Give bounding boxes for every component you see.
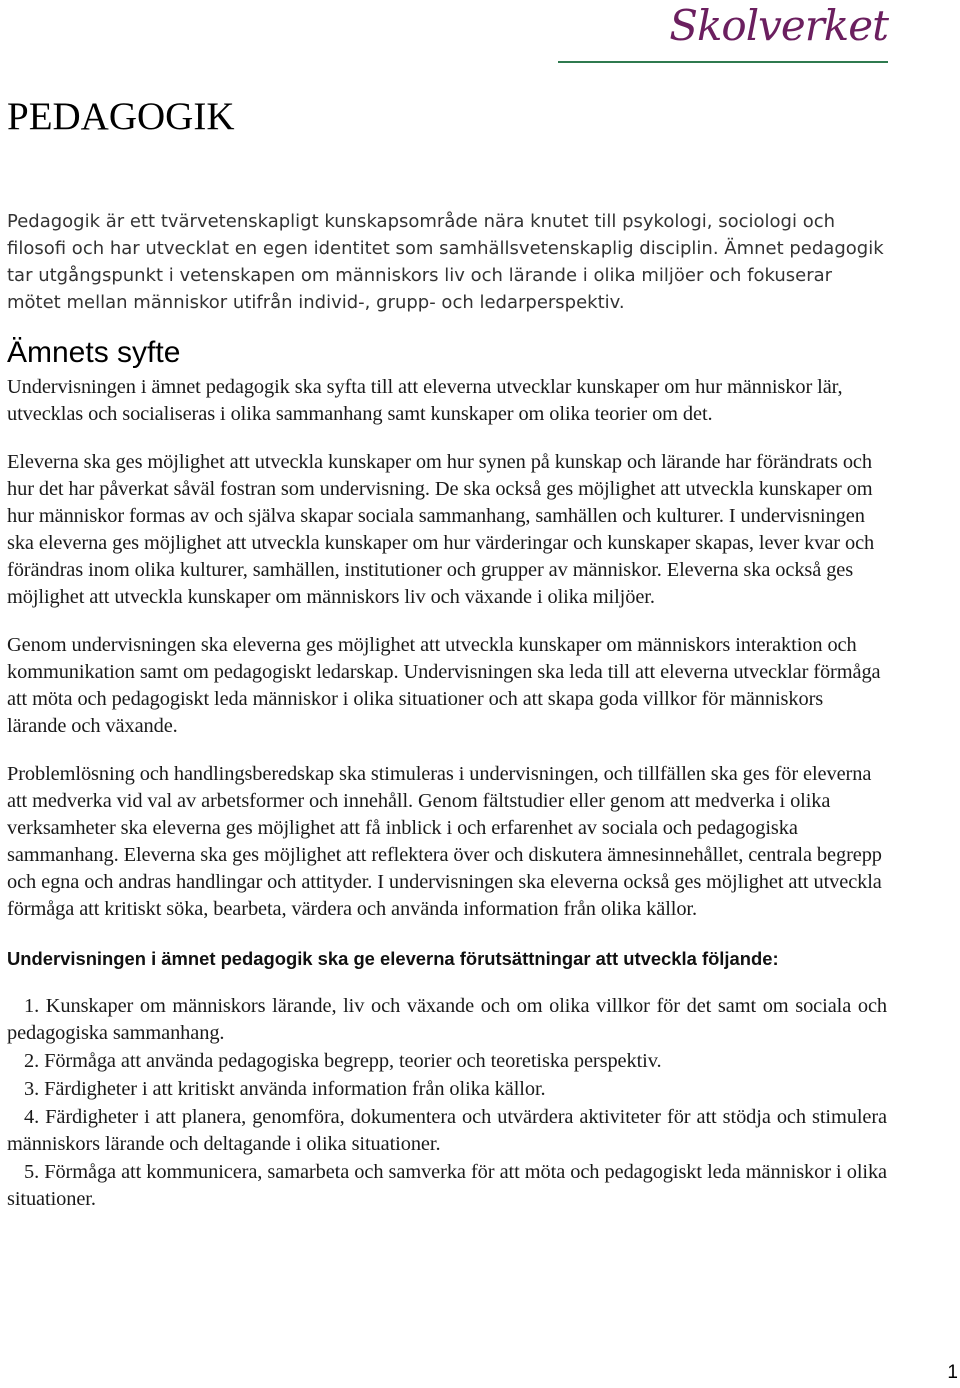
intro-paragraph: Pedagogik är ett tvärvetenskapligt kunskapsområde nära knutet till psykologi, sociologi och filosofi och har utvecklat en egen identitet som samhällsvetenskaplig disciplin. Ämnet pedagogik tar utgångspunkt i vetenskapen om människors liv och lärande i olika miljöer och fokuserar mötet mellan människor utifrån individ-, grupp- och ledarperspektiv. bbox=[7, 211, 884, 313]
goal-item: 1. Kunskaper om människors lärande, liv och växande och om olika villkor för det samt om sociala och pedagogiska sammanhang. bbox=[7, 995, 887, 1044]
purpose-paragraph-4: Problemlösning och handlingsberedskap ska stimuleras i undervisningen, och tillfällen ska ges för eleverna att medverka vid val av arbetsformer och innehåll. Genom fältstudier eller genom att medverka i olika verksamheter ska eleverna ges möjlighet att få inblick i och erfarenhet av sociala och pedagogiska sammanhang. Eleverna ska ges möjlighet att reflektera över och diskutera ämnesinnehållet, centrala begrepp och egna och andras handlingar och attityder. I undervisningen ska eleverna också ges möjlighet att utveckla förmåga att kritiskt söka, bearbeta, värdera och använda information från olika källor. bbox=[7, 763, 882, 920]
goals-list bbox=[7, 993, 887, 1213]
goal-item: 5. Förmåga att kommunicera, samarbeta och samverka för att möta och pedagogiskt leda människor i olika situationer. bbox=[7, 1161, 887, 1210]
goal-item: 4. Färdigheter i att planera, genomföra, dokumentera och utvärdera aktiviteter för att stödja och stimulera människors lärande och deltagande i olika situationer. bbox=[7, 1106, 887, 1155]
skolverket-logo: Skolverket bbox=[669, 1, 888, 50]
goal-item: 2. Förmåga att använda pedagogiska begrepp, teorier och teoretiska perspektiv. bbox=[24, 1050, 662, 1072]
page-number: 1 bbox=[947, 1362, 958, 1383]
goals-heading: Undervisningen i ämnet pedagogik ska ge eleverna förutsättningar att utveckla följande: bbox=[7, 948, 779, 969]
page-title: PEDAGOGIK bbox=[7, 95, 235, 138]
purpose-paragraph-3: Genom undervisningen ska eleverna ges möjlighet att utveckla kunskaper om människors interaktion och kommunikation samt om pedagogiskt ledarskap. Undervisningen ska leda till att eleverna utvecklar förmåga att möta och pedagogiskt leda människor i olika situationer och att skapa goda villkor för människors lärande och växande. bbox=[7, 634, 881, 737]
purpose-paragraph-2: Eleverna ska ges möjlighet att utveckla kunskaper om hur synen på kunskap och lärande har förändrats och hur det har påverkat såväl fostran som undervisning. De ska också ges möjlighet att utveckla kunskaper om hur människor formas av och själva skapar sociala sammanhang, samhällen och kulturer. I undervisningen ska eleverna ges möjlighet att utveckla kunskaper om hur värderingar och kunskaper skapas, lever kvar och förändras inom olika kulturer, samhällen, institutioner och grupper av människor. Eleverna ska också ges möjlighet att utveckla kunskaper om människors liv och växande i olika miljöer. bbox=[7, 451, 875, 608]
section-heading: Ämnets syfte bbox=[7, 336, 181, 369]
document-body bbox=[7, 208, 887, 1214]
header-rule bbox=[558, 61, 888, 63]
goal-item: 3. Färdigheter i att kritiskt använda information från olika källor. bbox=[24, 1078, 546, 1100]
purpose-paragraph-1: Undervisningen i ämnet pedagogik ska syfta till att eleverna utvecklar kunskaper om hur människor lär, utvecklas och socialiseras i olika sammanhang samt kunskaper om olika teorier om det. bbox=[7, 376, 843, 425]
